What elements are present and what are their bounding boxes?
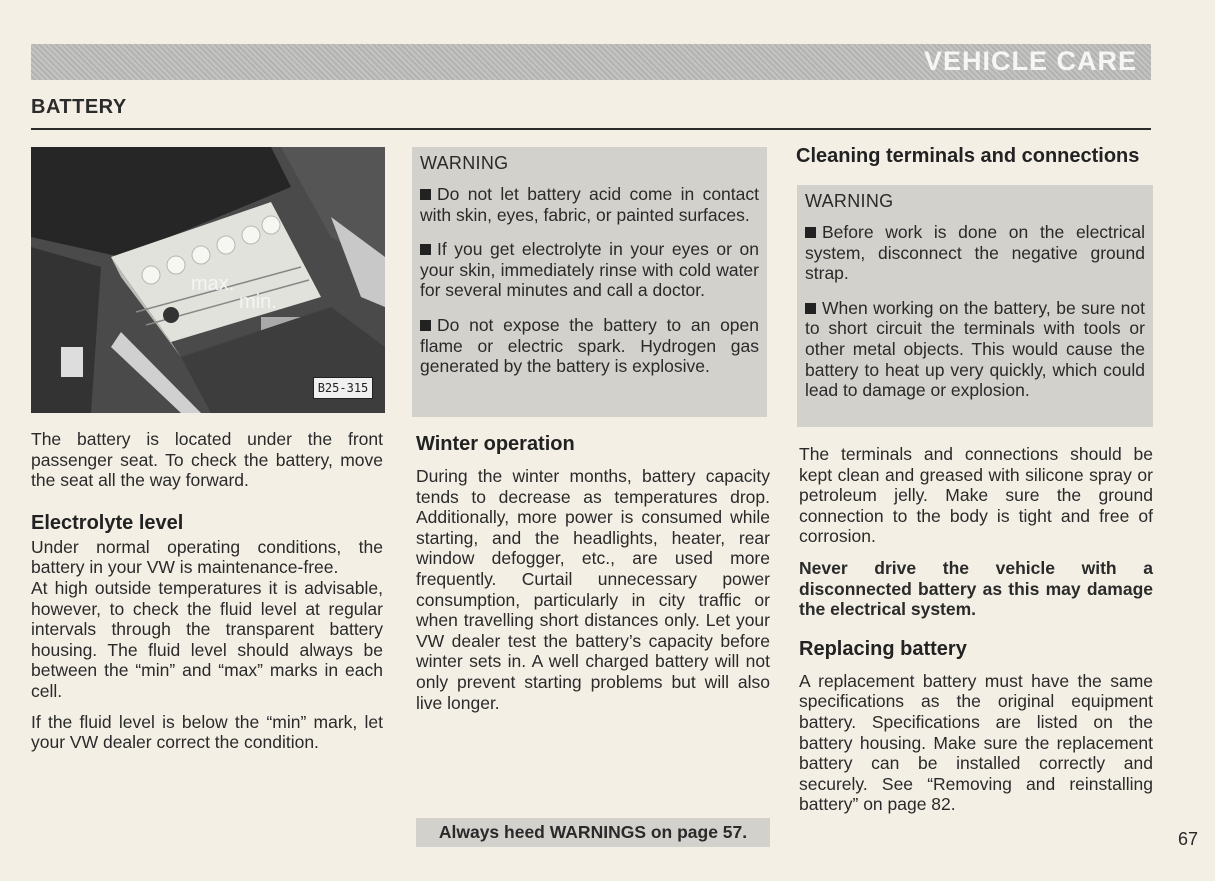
electrolyte-paragraph-3: If the fluid level is below the “min” mark, let your VW dealer correct the condition. (31, 711, 383, 753)
warning-item: If you get electrolyte in your eyes or on your skin, immediately rinse with cold water for several minutes and call a doctor. (420, 239, 759, 301)
cleaning-heading: Cleaning terminals and connections (796, 145, 1140, 167)
warning-box-battery-acid (412, 147, 767, 417)
disconnected-battery-note: Never drive the vehicle with a disconnected battery as this may damage the electrical system. (799, 557, 1153, 620)
warning-item: Do not let battery acid come in contact with skin, eyes, fabric, or painted surfaces. (420, 184, 759, 225)
winter-heading: Winter operation (416, 433, 575, 455)
column-2 (416, 433, 770, 713)
warning-item: Before work is done on the electrical system, disconnect the negative ground strap. (805, 222, 1145, 284)
section-divider (31, 128, 1151, 130)
column-1 (31, 429, 383, 753)
warning-item: When working on the battery, be sure not to short circuit the terminals with tools or other metal objects. This would cause the battery to heat up very quickly, which could lead to damage or explosion. (805, 297, 1145, 401)
footer-note: Always heed WARNINGS on page 57. (416, 818, 770, 847)
bullet-square-icon (420, 244, 431, 255)
section-title: BATTERY (31, 96, 127, 118)
header-band (31, 44, 1151, 80)
column-3 (799, 444, 1153, 815)
electrolyte-paragraph-1: Under normal operating conditions, the battery in your VW is maintenance-free. (31, 536, 383, 578)
electrolyte-heading: Electrolyte level (31, 511, 184, 534)
min-label: min. (239, 291, 277, 313)
bullet-square-icon (420, 320, 431, 331)
warning-box-electrical (797, 185, 1153, 427)
replacing-paragraph: A replacement battery must have the same specifications as the original equipment battery. Specifications are listed on the battery housing. Make sure the replacement battery can be installed correctly and securely. See “Removing and reinstalling battery” on page 82. (799, 670, 1153, 815)
bullet-square-icon (805, 303, 816, 314)
replacing-heading: Replacing battery (799, 637, 967, 660)
cleaning-heading-wrap (796, 145, 1156, 168)
battery-photo (31, 147, 385, 413)
warning-title: WARNING (805, 191, 894, 211)
header-title: VEHICLE CARE (923, 46, 1137, 76)
winter-paragraph: During the winter months, battery capacity tends to decrease as temperatures drop. Additionally, more power is consumed while starting, and the headlights, heater, rear window defogger, etc., are used more frequently. Curtail unnecessary power consumption, particularly in city traffic or when travelling short distances only. Let your VW dealer test the battery’s capacity before winter sets in. A well charged battery will not only prevent starting problems but will also live longer. (416, 466, 770, 713)
electrolyte-paragraph-2: At high outside temperatures it is advisable, however, to check the fluid level at regular intervals through the transparent battery housing. The fluid level should always be between the “min” and “max” marks in each cell. (31, 577, 383, 701)
page-number: 67 (1178, 829, 1199, 849)
cleaning-paragraph: The terminals and connections should be kept clean and greased with silicone spray or petroleum jelly. Make sure the ground connection to the body is tight and free of corrosion. (799, 444, 1153, 547)
max-label: max. (191, 273, 235, 295)
figure-id: B25-315 (313, 377, 373, 399)
bullet-square-icon (420, 189, 431, 200)
warning-item: Do not expose the battery to an open flame or electric spark. Hydrogen gas generated by the battery is explosive. (420, 314, 759, 377)
warning-title: WARNING (420, 153, 509, 173)
bullet-square-icon (805, 227, 816, 238)
intro-paragraph: The battery is located under the front passenger seat. To check the battery, move the seat all the way forward. (31, 429, 383, 491)
